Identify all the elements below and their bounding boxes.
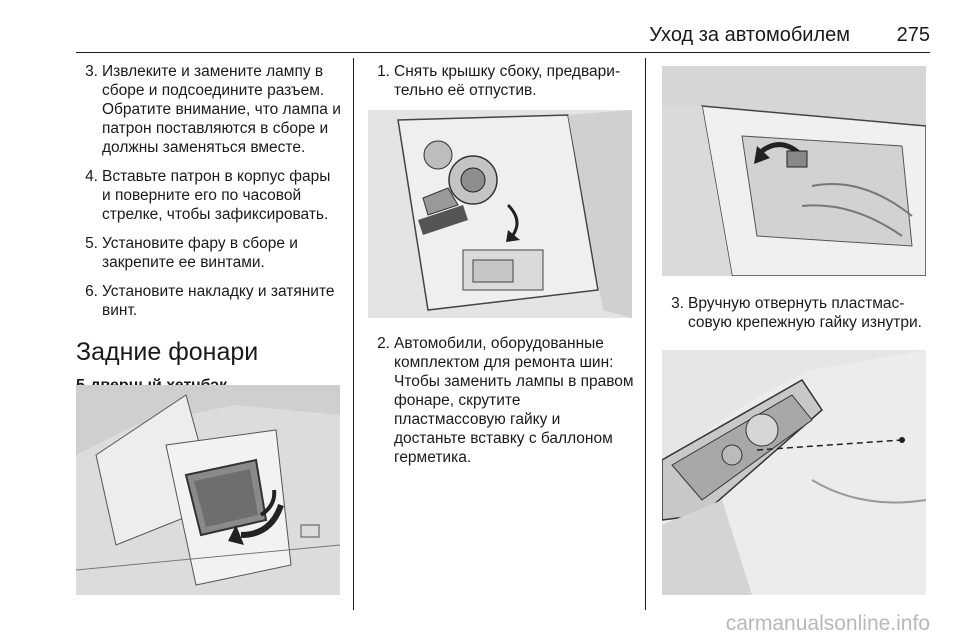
step-number: 2.	[377, 335, 390, 352]
step-text: Вручную отвернуть пластмассовую крепежную гайку изнутри.	[688, 295, 922, 331]
step-text: Вставьте патрон в корпус фары и поверните его по часовой стрелке, чтобы зафиксировать.	[102, 168, 331, 223]
section-title: Задние фонари	[76, 338, 259, 366]
step-item	[368, 334, 634, 467]
right-column	[662, 294, 928, 342]
step-number: 3.	[85, 63, 98, 80]
step-number: 4.	[85, 168, 98, 185]
step-number: 3.	[671, 295, 684, 312]
step-text: Снять крышку сбоку, предварительно её отпустив.	[394, 63, 621, 99]
middle-column-lower	[368, 334, 634, 477]
header-rule	[76, 52, 930, 53]
step-item	[368, 62, 634, 100]
step-number: 5.	[85, 235, 98, 252]
column-divider-right	[645, 58, 646, 610]
step-item	[76, 282, 342, 320]
page-header-title: Уход за автомобилем	[649, 24, 850, 46]
middle-column	[368, 62, 634, 110]
step-item	[76, 234, 342, 272]
step-item	[76, 167, 342, 224]
step-item	[662, 294, 928, 332]
figure-plastic-nut	[662, 66, 926, 276]
column-divider-left	[353, 58, 354, 610]
figure-trunk-side-cover	[76, 385, 340, 595]
step-number: 1.	[377, 63, 390, 80]
step-number: 6.	[85, 283, 98, 300]
step-text: Автомобили, оборудованные комплектом для ремонта шин: Чтобы заменить лампы в правом фонаре, скрутите пластмассовую гайку и достаньте вставку с баллоном герметика.	[394, 335, 634, 466]
step-text: Извлеките и замените лампу в сборе и подсоедините разъем. Обратите внимание, что лампа и патрон поставляются в сборе и должны заменяться вместе.	[102, 63, 341, 156]
figure-rear-lamp-unit	[662, 350, 926, 595]
watermark: carmanualsonline.info	[725, 612, 930, 635]
step-text: Установите фару в сборе и закрепите ее винтами.	[102, 235, 298, 271]
left-column	[76, 62, 342, 395]
step-text: Установите накладку и затяните винт.	[102, 283, 335, 319]
page-number: 275	[896, 24, 930, 46]
step-item	[76, 62, 342, 157]
figure-lamp-socket	[368, 110, 632, 318]
